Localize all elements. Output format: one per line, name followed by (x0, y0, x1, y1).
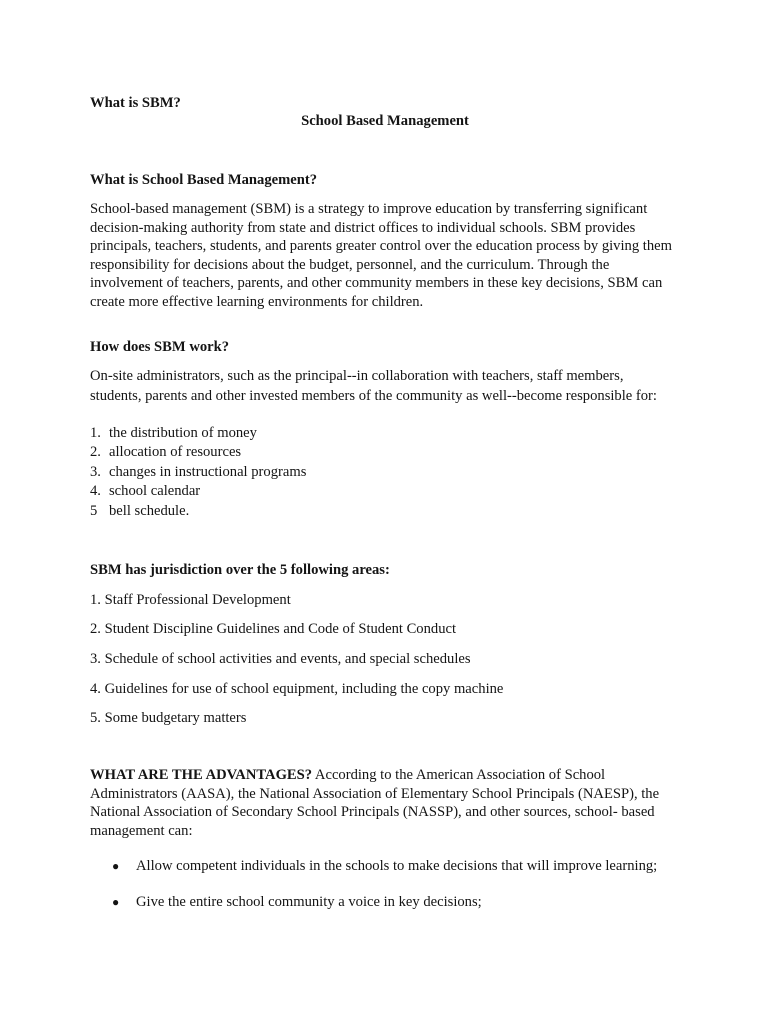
list-item (90, 424, 257, 443)
list-item-text: bell schedule. (109, 503, 190, 519)
paragraph-advantages (90, 766, 675, 840)
bullet-icon: ● (112, 895, 120, 909)
advantages-heading: WHAT ARE THE ADVANTAGES? (90, 767, 313, 783)
list-item-number: 2. (90, 444, 101, 460)
list-item: 4. Guidelines for use of school equipment, including the copy machine (90, 681, 504, 697)
advantages-intro-text: According to the American Association of School Administrators (AASA), the National Association of Elementary School Principals (NAESP), the National Association of Secondary School Principals (NASSP), and other sources, school- based management can: (90, 767, 660, 839)
list-item (90, 443, 241, 462)
document-title: School Based Management (301, 113, 469, 129)
heading-what-is-sbm: What is SBM? (90, 95, 181, 111)
list-item: 3. Schedule of school activities and events, and special schedules (90, 651, 471, 667)
section-heading-how-does-sbm-work: How does SBM work? (90, 339, 230, 355)
list-item-number: 3. (90, 464, 101, 480)
list-item: 5. Some budgetary matters (90, 710, 247, 726)
list-item (90, 502, 189, 521)
list-item (90, 482, 200, 501)
list-item-text: school calendar (109, 483, 201, 499)
list-item-text: allocation of resources (109, 444, 242, 460)
list-item-text: Allow competent individuals in the schools to make decisions that will improve learning; (136, 858, 658, 874)
section-heading-jurisdiction: SBM has jurisdiction over the 5 following areas: (90, 562, 390, 578)
list-item-text: changes in instructional programs (109, 464, 307, 480)
list-item-number: 5 (90, 503, 98, 519)
section-heading-what-is-school-based-management: What is School Based Management? (90, 172, 318, 188)
list-item (90, 463, 306, 482)
list-item-text: Give the entire school community a voice in key decisions; (136, 894, 482, 910)
list-item: 1. Staff Professional Development (90, 592, 291, 608)
list-item-number: 1. (90, 425, 101, 441)
paragraph-sbm-definition: School-based management (SBM) is a strategy to improve education by transferring significant decision-making authority from state and district offices to individual schools. SBM provides principals, teachers, students, and parents greater control over the education process by giving them responsibility for decisions about the budget, personnel, and the curriculum. Through the involvement of teachers, parents, and other community members in these key decisions, SBM can create more effective learning environments for children. (90, 201, 672, 310)
list-item-text: the distribution of money (109, 425, 257, 441)
list-item: 2. Student Discipline Guidelines and Code of Student Conduct (90, 621, 457, 637)
paragraph-how-sbm-works: On-site administrators, such as the principal--in collaboration with teachers, staff members, students, parents and other invested members of the community as well--become responsible for: (90, 368, 657, 404)
list-item-number: 4. (90, 483, 101, 499)
bullet-icon: ● (112, 859, 120, 873)
